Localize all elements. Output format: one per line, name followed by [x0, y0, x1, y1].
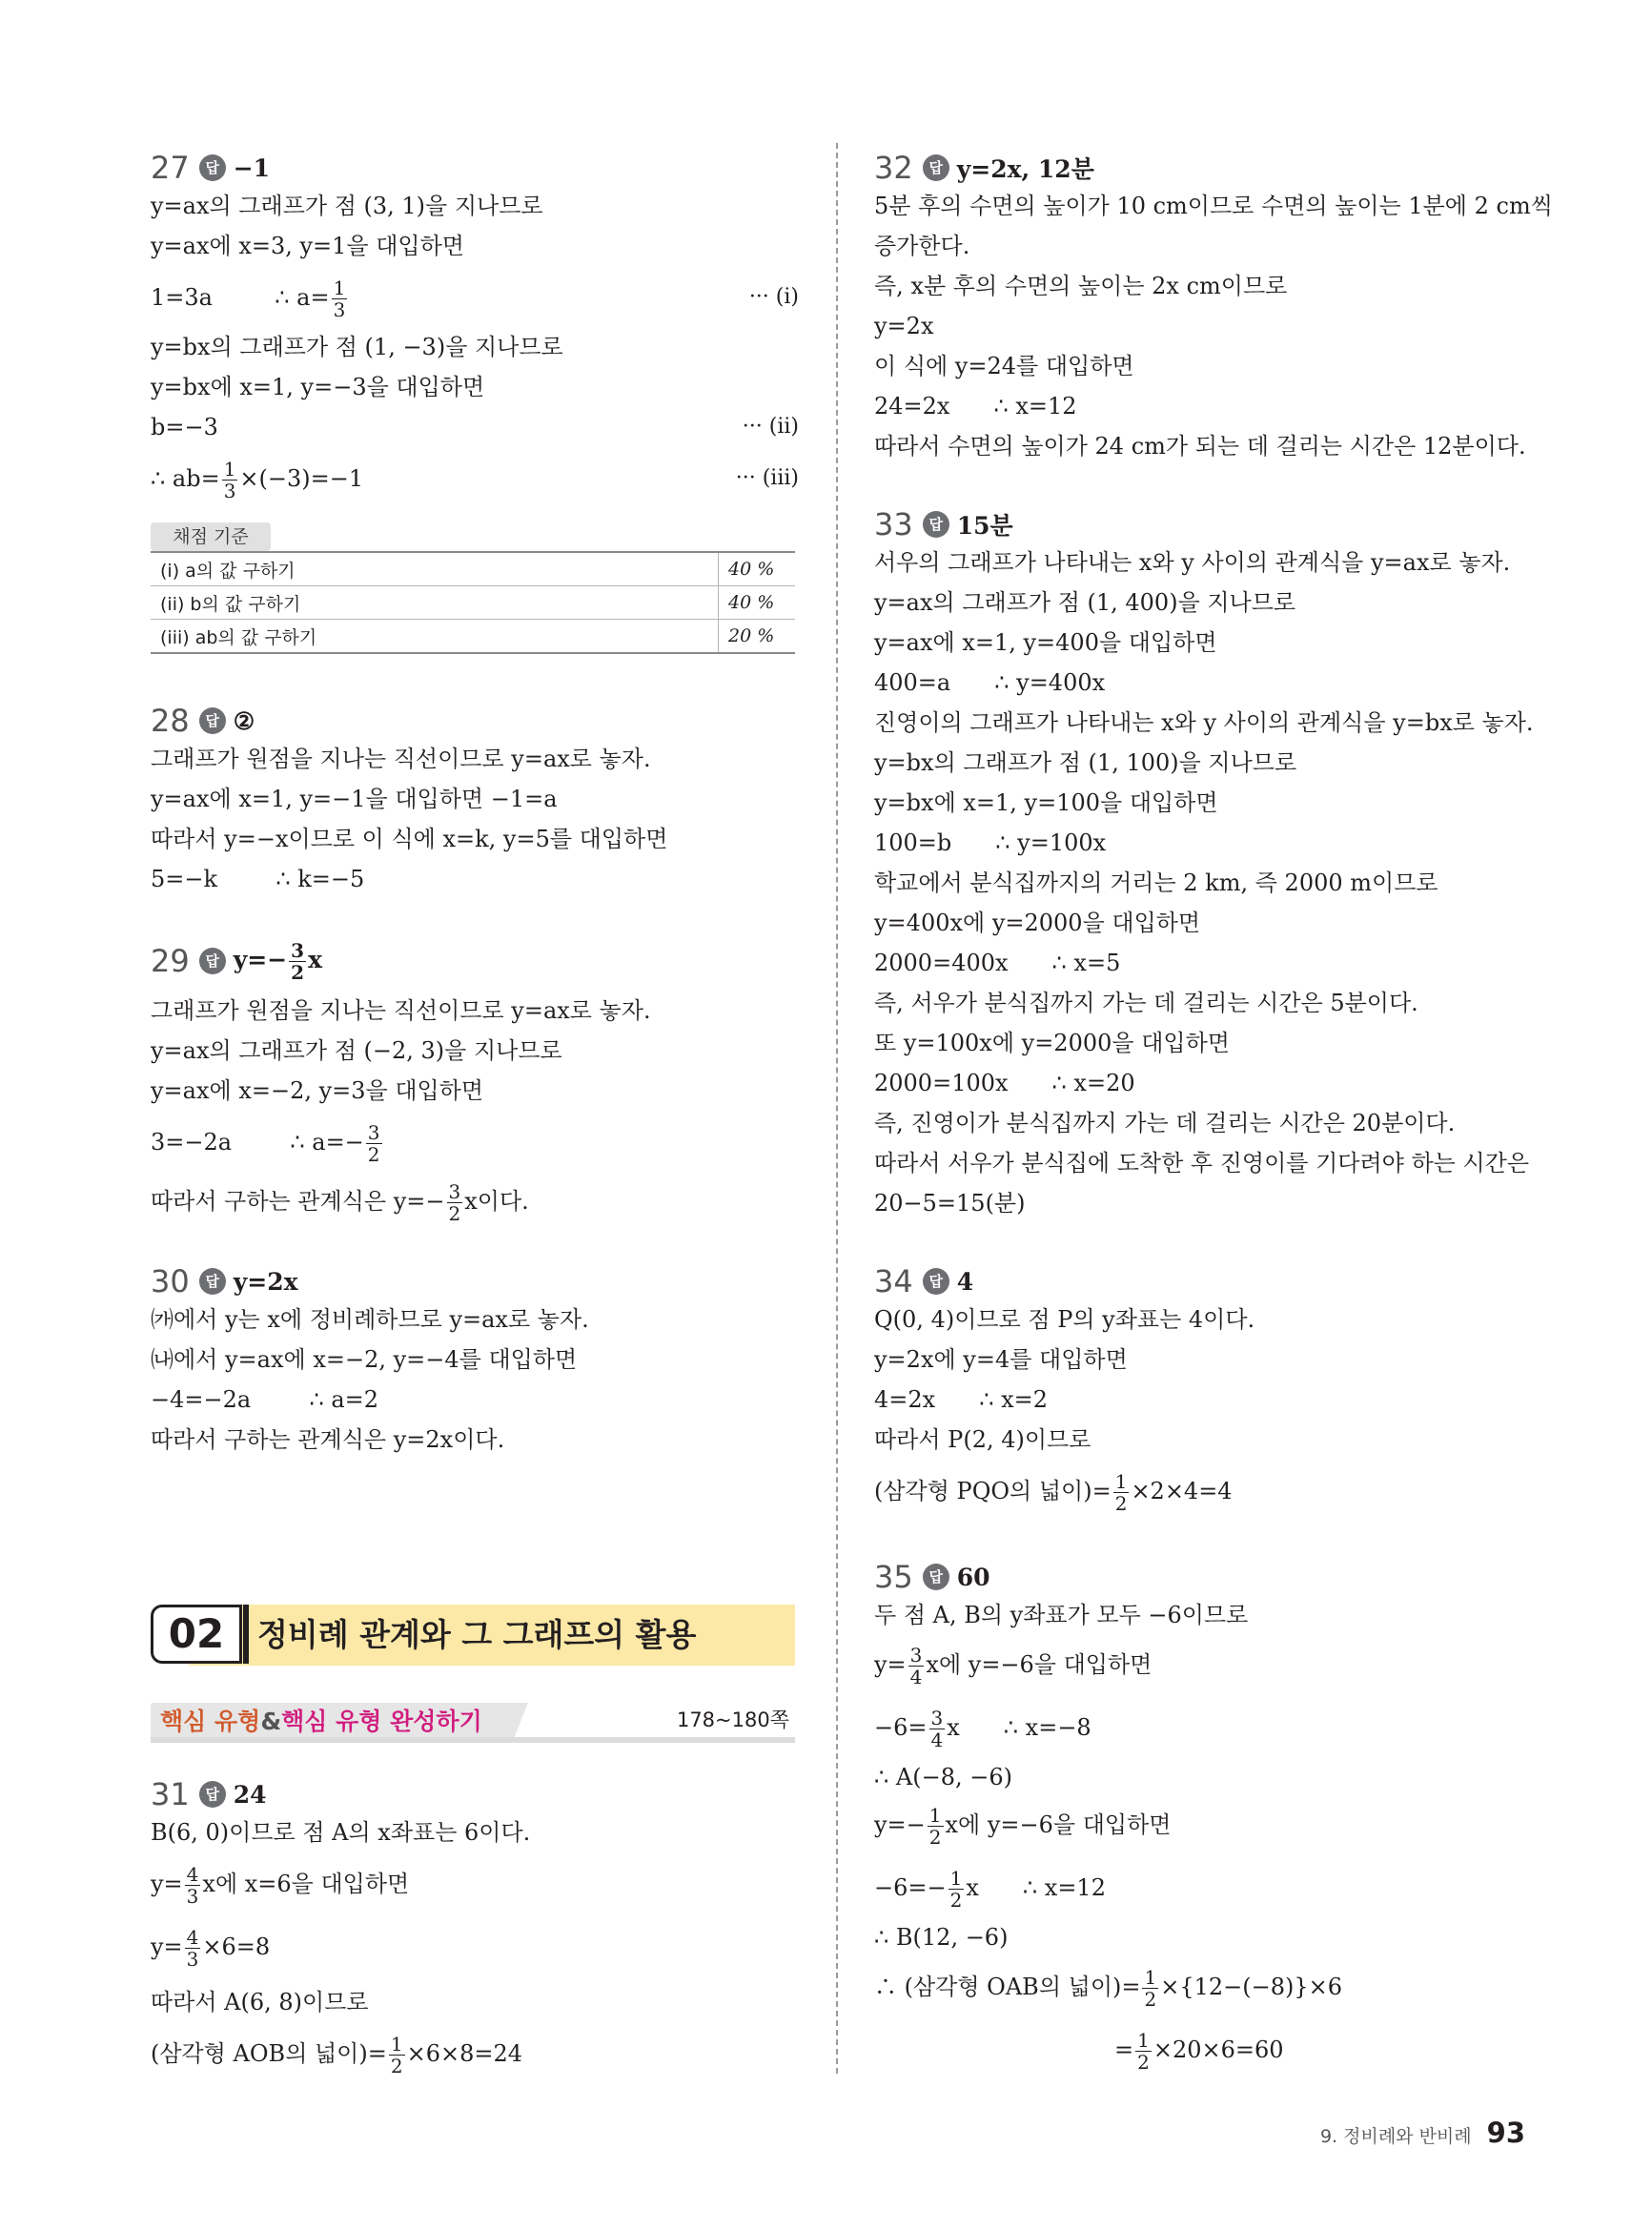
problem-29-header	[151, 934, 322, 988]
subsection-bar	[151, 1703, 795, 1743]
answer-badge-icon: 답	[923, 1268, 949, 1295]
text-line: 즉, 서우가 분식집까지 가는 데 걸리는 시간은 5분이다.	[874, 990, 1418, 1016]
equation-line: 24=2x ∴ x=12	[874, 393, 1077, 419]
text-line: 학교에서 분식집까지의 거리는 2 km, 즉 2000 m이므로	[874, 869, 1438, 896]
text-line: y=ax에 x=−2, y=3을 대입하면	[151, 1077, 484, 1104]
problem-32-header	[874, 147, 1094, 189]
text-line: y=2x	[874, 313, 934, 339]
equation-line	[151, 1175, 799, 1228]
fraction: $\frac{4}{3}$	[186, 1926, 199, 1971]
problem-number: 31	[151, 1776, 190, 1812]
answer: 15분	[956, 512, 1013, 540]
text-line: 따라서 y=−x이므로 이 식에 x=k, y=5를 대입하면	[151, 826, 668, 852]
fraction: $\frac{1}{2}$	[1114, 1470, 1128, 1515]
equation: b=−3	[151, 414, 218, 440]
page-range: 178~180쪽	[676, 1708, 789, 1731]
fraction: $\frac{3}{4}$	[909, 1644, 923, 1688]
equation-line: 2000=100x ∴ x=20	[874, 1070, 1135, 1096]
problem-30-header	[151, 1260, 298, 1302]
answer-badge-icon: 답	[199, 154, 226, 181]
answer-badge-icon: 답	[923, 154, 949, 181]
text-line: 따라서 구하는 관계식은 y=2x이다.	[151, 1426, 505, 1453]
text-line: ∴ A(−8, −6)	[874, 1764, 1012, 1790]
problem-28-header	[151, 700, 255, 742]
equation-line	[151, 862, 799, 896]
answer: ②	[233, 706, 255, 735]
text-line: ㈎에서 y는 x에 정비례하므로 y=ax로 놓자.	[151, 1306, 589, 1333]
equation-line: 2000=400x ∴ x=5	[874, 950, 1121, 976]
equation-line: = $\frac{1}{2}$ ×20×6=60	[1114, 2029, 1284, 2074]
equation: ∴ a=	[275, 284, 330, 311]
section-banner	[151, 1605, 795, 1667]
text-line: 이 식에 y=24를 대입하면	[874, 353, 1134, 379]
rubric-item: (ii) b의 값 구하기	[151, 586, 719, 620]
text-line: y=ax에 x=1, y=−1을 대입하면 −1=a	[151, 786, 558, 812]
fraction: $\frac{3}{2}$	[448, 1180, 461, 1225]
fraction: $\frac{1}{3}$	[333, 276, 346, 321]
fraction: $\frac{3}{2}$	[367, 1121, 380, 1166]
text-line: 즉, x분 후의 수면의 높이는 2x cm이므로	[874, 273, 1288, 299]
subsection-title: 핵심 유형&핵심 유형 완성하기	[160, 1708, 482, 1735]
answer: y=− $\frac{3}{2}$ x	[233, 938, 322, 984]
rubric-pct: 20 %	[719, 620, 796, 654]
text-line: y=ax의 그래프가 점 (3, 1)을 지나므로	[151, 193, 543, 219]
problem-number: 33	[874, 506, 913, 542]
equation-line: (삼각형 AOB의 넓이)= $\frac{1}{2}$ ×6×8=24	[151, 2033, 522, 2077]
fraction: $\frac{1}{2}$	[1144, 1966, 1157, 2011]
equation-line: 100=b ∴ y=100x	[874, 829, 1107, 856]
equation: ∴ k=−5	[275, 866, 365, 892]
table-row	[151, 586, 795, 620]
step-tag: ··· (iii)	[735, 466, 799, 490]
equation: x이다.	[464, 1188, 529, 1215]
equation-line: 4=2x ∴ x=2	[874, 1386, 1048, 1413]
text-line: 따라서 A(6, 8)이므로	[151, 1989, 369, 2015]
rubric-item: (i) a의 값 구하기	[151, 552, 719, 586]
text-line: y=bx의 그래프가 점 (1, −3)을 지나므로	[151, 334, 563, 360]
equation-line: −6=− $\frac{1}{2}$ x ∴ x=12	[874, 1867, 1106, 1912]
problem-number: 29	[151, 943, 190, 979]
equation: 따라서 구하는 관계식은 y=−	[151, 1188, 445, 1215]
text-line: y=400x에 y=2000을 대입하면	[874, 910, 1201, 936]
problem-34-header	[874, 1260, 973, 1302]
text-line: y=bx에 x=1, y=−3을 대입하면	[151, 374, 485, 400]
problem-31-header	[151, 1773, 267, 1815]
rubric-item: (iii) ab의 값 구하기	[151, 620, 719, 654]
equation-line: y= $\frac{4}{3}$ x에 x=6을 대입하면	[151, 1863, 410, 1908]
text-line: 그래프가 원점을 지나는 직선이므로 y=ax로 놓자.	[151, 746, 651, 772]
text-line: ∴ B(12, −6)	[874, 1924, 1009, 1951]
chapter-title: 9. 정비례와 반비례	[1319, 2126, 1472, 2147]
fraction: $\frac{1}{2}$	[1137, 2029, 1150, 2074]
equation-line: −6= $\frac{3}{4}$ x ∴ x=−8	[874, 1707, 1091, 1751]
text-line: y=bx에 x=1, y=100을 대입하면	[874, 789, 1218, 816]
equation: ×(−3)=−1	[239, 465, 364, 492]
equation-line: ∴ (삼각형 OAB의 넓이)= $\frac{1}{2}$ ×{12−(−8)}×6	[874, 1966, 1342, 2011]
answer: 60	[956, 1563, 990, 1591]
text-line: 서우의 그래프가 나타내는 x와 y 사이의 관계식을 y=ax로 놓자.	[874, 549, 1511, 576]
page-footer	[1320, 2117, 1525, 2155]
equation: 3=−2a	[151, 1129, 233, 1156]
fraction: $\frac{1}{2}$	[949, 1867, 963, 1912]
column-divider	[836, 143, 838, 2074]
rubric-pct: 40 %	[719, 586, 796, 620]
text-line: 또 y=100x에 y=2000을 대입하면	[874, 1030, 1230, 1056]
text-line: 20−5=15(분)	[874, 1190, 1026, 1217]
answer: −1	[233, 153, 271, 182]
equation-line	[151, 1115, 799, 1169]
problem-number: 32	[874, 150, 913, 186]
equation-line: 400=a ∴ y=400x	[874, 669, 1106, 696]
text-line: B(6, 0)이므로 점 A의 x좌표는 6이다.	[151, 1819, 531, 1846]
text-line: y=bx의 그래프가 점 (1, 100)을 지나므로	[874, 749, 1297, 776]
rubric-pct: 40 %	[719, 552, 796, 586]
equation: 1=3a	[151, 284, 213, 311]
equation-line	[151, 410, 799, 444]
equation: ∴ a=2	[309, 1386, 379, 1413]
text-line: 증가한다.	[874, 233, 970, 259]
text-line: Q(0, 4)이므로 점 P의 y좌표는 4이다.	[874, 1306, 1255, 1333]
problem-number: 27	[151, 150, 190, 186]
equation: −4=−2a	[151, 1386, 252, 1413]
answer: 24	[233, 1780, 267, 1809]
answer-badge-icon: 답	[923, 1564, 949, 1590]
fraction: $\frac{3}{4}$	[930, 1707, 944, 1751]
text-line: 즉, 진영이가 분식집까지 가는 데 걸리는 시간은 20분이다.	[874, 1110, 1456, 1136]
text-line: 5분 후의 수면의 높이가 10 cm이므로 수면의 높이는 1분에 2 cm씩	[874, 193, 1553, 219]
fraction: $\frac{1}{2}$	[390, 2033, 403, 2077]
rubric-title: 채점 기준	[151, 522, 271, 551]
text-line: ㈏에서 y=ax에 x=−2, y=−4를 대입하면	[151, 1346, 578, 1373]
text-line: 진영이의 그래프가 나타내는 x와 y 사이의 관계식을 y=bx로 놓자.	[874, 709, 1534, 736]
text-line: 따라서 서우가 분식집에 도착한 후 진영이를 기다려야 하는 시간은	[874, 1150, 1529, 1176]
equation-line	[151, 1382, 799, 1417]
table-row	[151, 552, 795, 586]
fraction: $\frac{1}{2}$	[928, 1804, 942, 1849]
text-line: y=ax의 그래프가 점 (1, 400)을 지나므로	[874, 589, 1296, 616]
fraction: $\frac{4}{3}$	[186, 1863, 199, 1908]
problem-number: 28	[151, 703, 190, 739]
answer: y=2x, 12분	[956, 155, 1094, 183]
text-line: 그래프가 원점을 지나는 직선이므로 y=ax로 놓자.	[151, 997, 651, 1024]
equation-line	[151, 452, 799, 505]
answer-badge-icon: 답	[923, 511, 949, 538]
text-line: y=ax에 x=1, y=400을 대입하면	[874, 629, 1217, 656]
step-tag: ··· (ii)	[742, 415, 799, 439]
answer: 4	[956, 1267, 974, 1296]
equation-line: y= $\frac{3}{4}$ x에 y=−6을 대입하면	[874, 1644, 1152, 1688]
problem-number: 34	[874, 1263, 913, 1299]
table-row	[151, 620, 795, 654]
step-tag: ··· (i)	[748, 285, 799, 309]
text-line: 두 점 A, B의 y좌표가 모두 −6이므로	[874, 1602, 1249, 1628]
problem-number: 35	[874, 1559, 913, 1595]
section-title: 정비례 관계와 그 그래프의 활용	[257, 1616, 697, 1653]
text-line: 따라서 수면의 높이가 24 cm가 되는 데 걸리는 시간은 12분이다.	[874, 433, 1526, 460]
section-number: 02	[151, 1605, 242, 1664]
problem-33-header	[874, 503, 1013, 545]
equation: 5=−k	[151, 866, 218, 892]
subsection-corner	[513, 1703, 528, 1741]
text-line: y=ax의 그래프가 점 (−2, 3)을 지나므로	[151, 1037, 562, 1064]
equation-line	[151, 271, 799, 324]
text-line: y=2x에 y=4를 대입하면	[874, 1346, 1128, 1373]
equation: ∴ ab=	[151, 465, 220, 492]
equation-line: (삼각형 PQO의 넓이)= $\frac{1}{2}$ ×2×4=4	[874, 1470, 1233, 1515]
problem-number: 30	[151, 1263, 190, 1299]
equation-line: y=− $\frac{1}{2}$ x에 y=−6을 대입하면	[874, 1804, 1172, 1849]
text-line: y=ax에 x=3, y=1을 대입하면	[151, 233, 464, 259]
rubric-table	[151, 551, 795, 654]
answer-badge-icon: 답	[199, 707, 226, 734]
answer-badge-icon: 답	[199, 1268, 226, 1295]
problem-27-header	[151, 147, 270, 189]
text-line: 따라서 P(2, 4)이므로	[874, 1426, 1091, 1453]
fraction: $\frac{1}{3}$	[223, 458, 236, 502]
equation-line: y= $\frac{4}{3}$ ×6=8	[151, 1926, 271, 1971]
answer: y=2x	[233, 1267, 298, 1296]
equation: ∴ a=−	[290, 1129, 364, 1156]
answer-badge-icon: 답	[199, 1781, 226, 1808]
answer-badge-icon: 답	[199, 948, 226, 974]
problem-35-header	[874, 1556, 990, 1598]
page-number: 93	[1486, 2117, 1525, 2149]
